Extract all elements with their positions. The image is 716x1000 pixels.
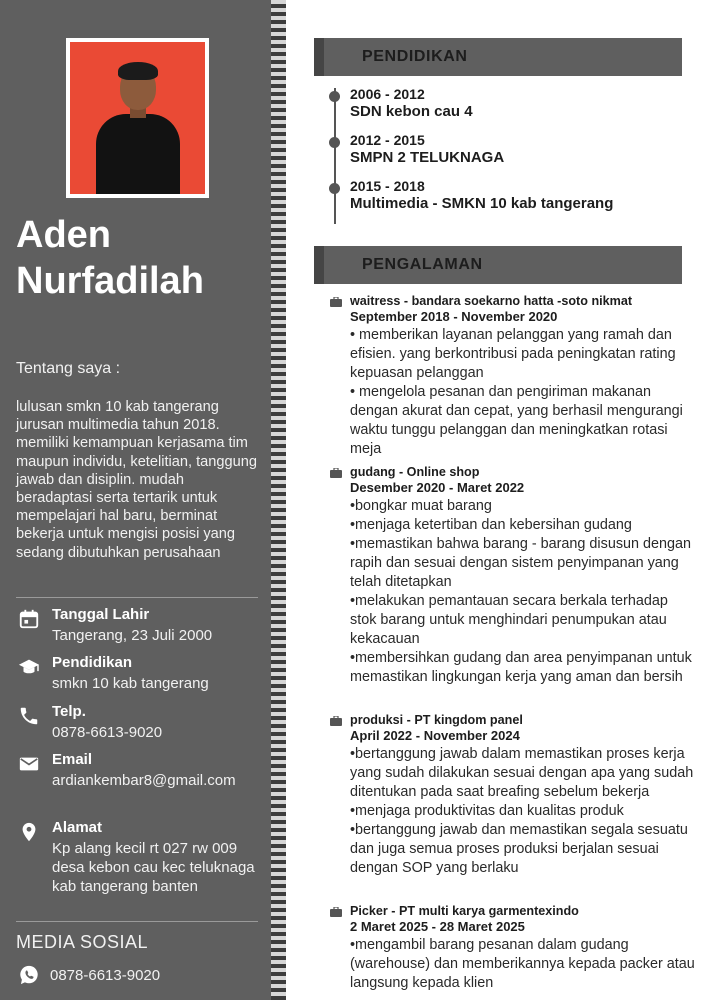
contact-birthdate [16,606,260,650]
contact-address [16,819,260,915]
phone-icon [18,705,40,727]
education-years: 2012 - 2015 [350,132,425,148]
job-description: • memberikan layanan pelanggan yang ramah dan efisien. yang berkontribusi pada peningkatan rating kepuasan pelanggan • mengelola pesanan dan pengiriman makanan dengan akurat dan cepat, yang berhasil mengurangi waktu tunggu pelanggan dan meningkatkan rotasi meja [350,327,683,457]
contact-value: smkn 10 kab tangerang [52,675,209,692]
contact-label: Telp. [52,703,86,720]
education-years: 2006 - 2012 [350,86,425,102]
contact-label: Email [52,751,93,768]
section-title: PENDIDIKAN [362,48,468,65]
job-title: gudang - Online shop [350,465,480,479]
social-media-title: MEDIA SOSIAL [16,932,149,952]
calendar-icon [18,608,40,630]
education-school: SDN kebon cau 4 [350,103,473,120]
education-timeline [334,88,336,224]
contact-label: Tanggal Lahir [52,606,150,623]
contact-education [16,654,260,698]
about-title: Tentang saya : [16,360,121,377]
job-title: Picker - PT multi karya garmentexindo [350,904,579,918]
job-period: 2 Maret 2025 - 28 Maret 2025 [350,919,525,934]
briefcase-icon [330,907,342,917]
sidebar-zipper-edge [262,0,288,1000]
contact-value: Kp alang kecil rt 027 rw 009 desa kebon cau kec teluknaga kab tangerang banten [52,840,255,895]
job-title: waitress - bandara soekarno hatta -soto nikmat [350,294,633,308]
graduation-cap-icon [18,656,40,678]
job-description: •mengambil barang pesanan dalam gudang (warehouse) dan memberikannya kepada packer atau langsung kepada klien [350,937,695,991]
education-section-header [314,38,682,76]
briefcase-icon [330,716,342,726]
timeline-dot [329,137,340,148]
experience-section-header [314,246,682,284]
job-period: September 2018 - November 2020 [350,309,558,324]
location-pin-icon [18,821,40,843]
section-title: PENGALAMAN [362,256,483,273]
contact-email [16,751,260,813]
job-description: •bertanggung jawab dalam memastikan proses kerja yang sudah dilakukan sesuai dengan apa yang sudah ditentukan pada saat breafing sebelum bekerja •menjaga produktivitas dan kualitas produk •bertanggung jawab dan memastikan segala sesuatu dan juga semua proses produksi berjalan sesuai dengan SOP yang berlaku [350,746,694,876]
divider [16,597,258,598]
job-period: April 2022 - November 2024 [350,728,520,743]
education-school: Multimedia - SMKN 10 kab tangerang [350,195,614,212]
education-years: 2015 - 2018 [350,178,425,194]
contact-label: Alamat [52,819,103,836]
contact-value[interactable]: ardiankembar8@gmail.com [52,772,236,789]
social-whatsapp[interactable] [16,964,256,988]
about-text: lulusan smkn 10 kab tangerang jurusan multimedia tahun 2018. memiliki kemampuan kerjasama tim maupun individu, ketelitian, tanggung jawab dan disiplin. mudah beradaptasi serta tertarik untuk mempelajari hal baru, berminat bekerja untuk mengisi posisi yang sedang dibutuhkan perusahaan [16,399,257,561]
email-icon [18,753,40,775]
job-title: produksi - PT kingdom panel [350,713,523,727]
timeline-dot [329,183,340,194]
job-description: •bongkar muat barang •menjaga ketertiban dan kebersihan gudang •memastikan bahwa barang - barang disusun dengan rapih dan sesuai dengan sistem penyimpanan yang telah ditetapkan •melakukan pemantauan secara berkala terhadap stok barang untuk menghindari penumpukan atau kekacauan •membersihkan gudang dan area penyimpanan untuk memastikan lingkungan kerja yang aman dan bersih [350,498,692,685]
contact-value: Tangerang, 23 Juli 2000 [52,627,213,644]
profile-name: Aden Nurfadilah [16,214,204,302]
contact-label: Pendidikan [52,654,133,671]
contact-value: 0878-6613-9020 [52,724,163,741]
profile-photo [66,38,209,198]
education-school: SMPN 2 TELUKNAGA [350,149,505,166]
briefcase-icon [330,468,342,478]
divider [16,921,258,922]
whatsapp-icon [18,964,40,986]
job-period: Desember 2020 - Maret 2022 [350,480,525,495]
contact-phone [16,703,260,747]
whatsapp-number: 0878-6613-9020 [50,967,161,984]
timeline-dot [329,91,340,102]
sidebar [0,0,262,1000]
briefcase-icon [330,297,342,307]
